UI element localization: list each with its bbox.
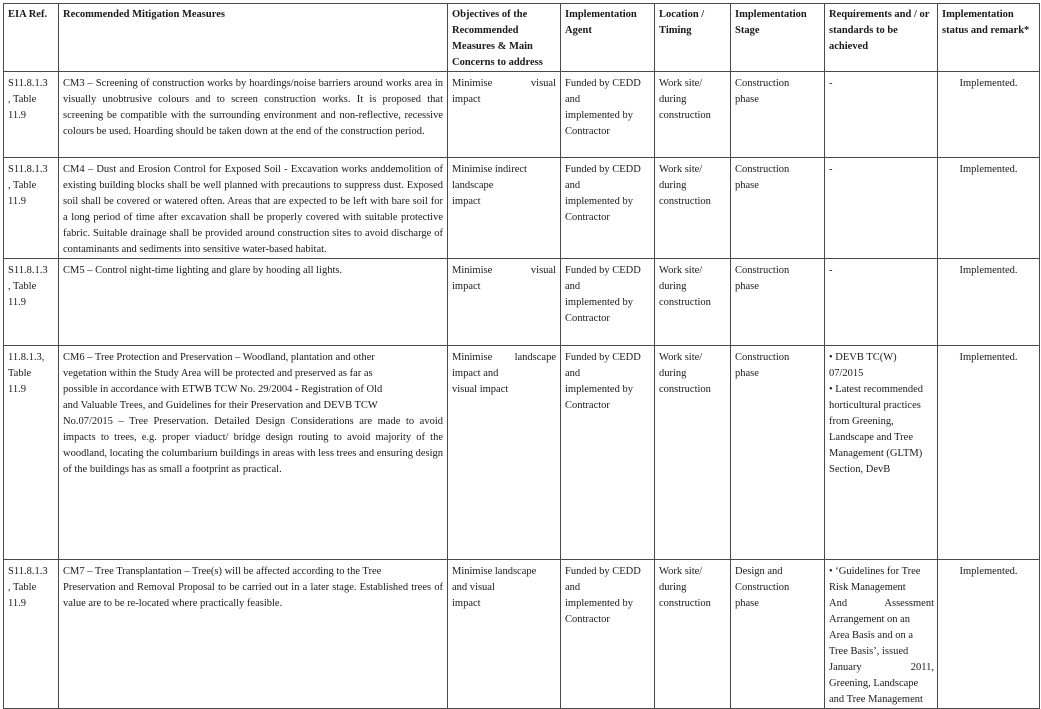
stage-cell: Construction phase [731,158,825,259]
requirements-cell: • DEVB TC(W) 07/2015 • Latest recommended horticultural practices from Greening, Landscape and Tree Management (GLTM) Section, DevB [825,346,938,560]
location-cell: Work site/ during construction [655,72,731,158]
status-cell: Implemented. [938,72,1040,158]
mitigation-measures-table [3,3,1040,709]
location-cell: Work site/ during construction [655,259,731,346]
requirements-cell: - [825,259,938,346]
stage-cell: Design and Construction phase [731,560,825,709]
eia-ref-cell: S11.8.1.3 , Table 11.9 [4,158,59,259]
status-cell: Implemented. [938,346,1040,560]
header-requirements: Requirements and / or standards to be achieved [825,4,938,72]
eia-ref-cell: 11.8.1.3, Table 11.9 [4,346,59,560]
header-location: Location / Timing [655,4,731,72]
status-cell: Implemented. [938,560,1040,709]
status-cell: Implemented. [938,158,1040,259]
table-row [4,72,1040,158]
stage-cell: Construction phase [731,72,825,158]
agent-cell: Funded by CEDD and implemented by Contractor [561,158,655,259]
table-row [4,259,1040,346]
table-row [4,158,1040,259]
measure-cell: CM6 – Tree Protection and Preservation – Woodland, plantation and other vegetation within the Study Area will be protected and preserved as far as possible in accordance with ETWB TCW No. 29/2004 - Registration of Old and Valuable Trees, and Guidelines for their Preservation and DEVB TCW No.07/2015 – Tree Preservation. Detailed Design Considerations are made to avoid impacts to trees, e.g. proper viaduct/ bridge design routing to avoid majority of the woodland, locating the columbarium buildings in areas with less trees and ensuring design of the buildings has as small a footprint as practical. [59,346,448,560]
stage-cell: Construction phase [731,346,825,560]
objectives-cell: Minimise indirect landscape impact [448,158,561,259]
header-eia-ref: EIA Ref. [4,4,59,72]
agent-cell: Funded by CEDD and implemented by Contractor [561,560,655,709]
header-measures: Recommended Mitigation Measures [59,4,448,72]
eia-ref-cell: S11.8.1.3 , Table 11.9 [4,72,59,158]
table-row [4,560,1040,709]
requirements-cell: - [825,72,938,158]
table-row [4,346,1040,560]
table-header-row [4,4,1040,72]
agent-cell: Funded by CEDD and implemented by Contractor [561,72,655,158]
measure-cell: CM7 – Tree Transplantation – Tree(s) will be affected according to the Tree Preservation and Removal Proposal to be carried out in a later stage. Established trees of value are to be re-located where practically feasible. [59,560,448,709]
measure-cell: CM5 – Control night-time lighting and glare by hooding all lights. [59,259,448,346]
objectives-cell: Minimise landscape and visual impact [448,560,561,709]
header-agent: Implementation Agent [561,4,655,72]
location-cell: Work site/ during construction [655,158,731,259]
requirements-cell: - [825,158,938,259]
eia-ref-cell: S11.8.1.3 , Table 11.9 [4,560,59,709]
header-objectives: Objectives of the Recommended Measures & Main Concerns to address [448,4,561,72]
stage-cell: Construction phase [731,259,825,346]
measure-cell: CM3 – Screening of construction works by hoardings/noise barriers around works area in visually unobtrusive colours and to screen construction works. It is proposed that screening be compatible with the surrounding environment and non-reflective, recessive colours be used. Hoarding should be taken down at the end of the construction period. [59,72,448,158]
measure-cell: CM4 – Dust and Erosion Control for Exposed Soil - Excavation works anddemolition of existing building blocks shall be well planned with precautions to suppress dust. Exposed soil shall be covered or watered often. Areas that are expected to be left with bare soil for a long period of time after excavation shall be properly covered with suitable protective fabric. Suitable drainage shall be provided around construction sites to avoid discharge of contaminants and sediments into sensitive water-based habitat. [59,158,448,259]
objectives-cell: Minimise landscape impact and visual impact [448,346,561,560]
requirements-cell: • ‘Guidelines for Tree Risk Management And Assessment Arrangement on an Area Basis and on a Tree Basis’, issued January 2011, Greening, Landscape and Tree Management [825,560,938,709]
header-stage: Implementation Stage [731,4,825,72]
objectives-cell: Minimise visual impact [448,259,561,346]
agent-cell: Funded by CEDD and implemented by Contractor [561,259,655,346]
location-cell: Work site/ during construction [655,560,731,709]
objectives-cell: Minimise visual impact [448,72,561,158]
header-status: Implementation status and remark* [938,4,1040,72]
status-cell: Implemented. [938,259,1040,346]
location-cell: Work site/ during construction [655,346,731,560]
agent-cell: Funded by CEDD and implemented by Contractor [561,346,655,560]
eia-ref-cell: S11.8.1.3 , Table 11.9 [4,259,59,346]
